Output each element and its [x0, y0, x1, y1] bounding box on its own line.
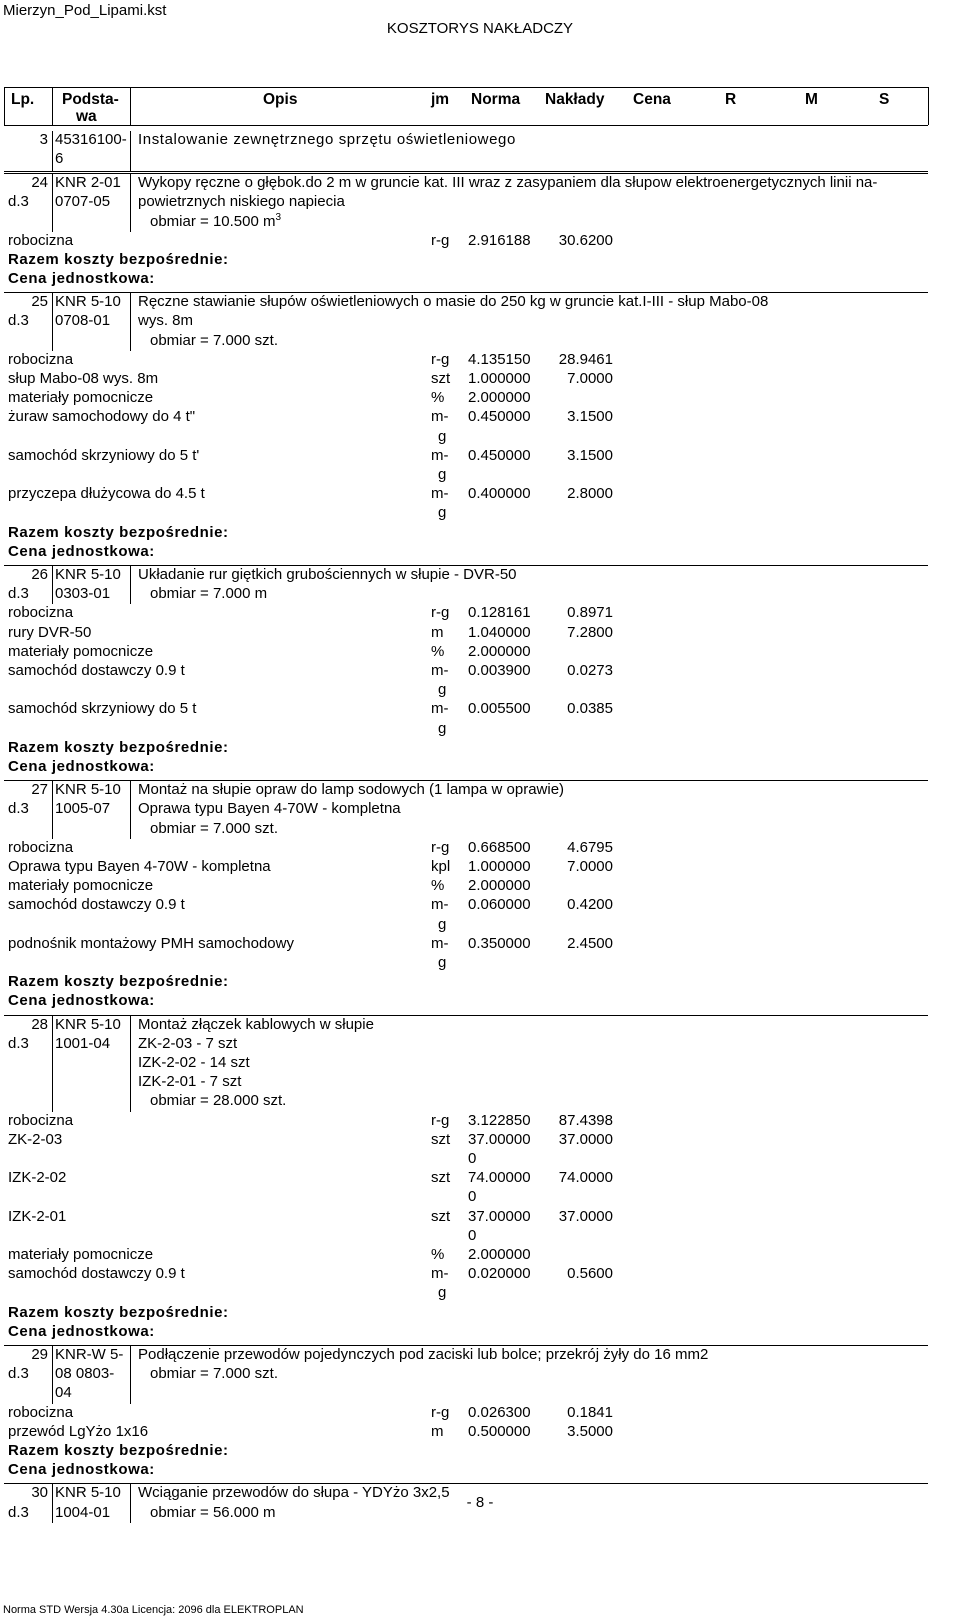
resource-norm: 3.122850: [468, 1111, 531, 1129]
resource-unit: %: [431, 642, 445, 660]
position-number: 26: [31, 566, 48, 583]
resource-norm: 2.000000: [468, 1246, 531, 1263]
resource-norm: 2.000000: [468, 389, 531, 407]
resource-norm: 2.916188: [468, 231, 531, 249]
unit-price-label: Cena jednostkowa:: [8, 758, 155, 775]
position-basis: 08 0803-: [55, 1365, 115, 1383]
position-obmiar: obmiar = 10.500 $m^3$: [150, 212, 282, 231]
resource-amount: 3.1500: [567, 408, 613, 426]
position-obmiar: obmiar = 7.000 szt.: [150, 331, 278, 349]
position-obmiar: obmiar = 56.000 m: [150, 1503, 276, 1521]
position-border: [130, 293, 131, 351]
resource-amount: 3.5000: [567, 1422, 613, 1440]
resource-name: rury DVR-50: [8, 623, 92, 641]
resource-unit: r-g: [431, 231, 450, 249]
position-border: [130, 174, 131, 232]
resource-norm: 0.450000: [468, 446, 531, 464]
resource-name: materiały pomocnicze: [8, 642, 154, 660]
header-naklady: Nakłady: [545, 91, 605, 108]
resource-amount: 0.4200: [567, 896, 613, 914]
resource-amount: 37.0000: [558, 1207, 613, 1225]
resource-amount: 0.0385: [567, 700, 613, 718]
footer-license: Norma STD Wersja 4.30a Licencja: 2096 dla ELEKTROPLAN: [3, 1604, 304, 1616]
page-number: - 8 -: [466, 1494, 494, 1511]
header-lp: Lp.: [11, 91, 35, 108]
section-number: 3: [39, 131, 48, 148]
resource-name: robocizna: [8, 1403, 74, 1421]
resource-unit: %: [431, 389, 445, 407]
position-number: 30: [31, 1484, 48, 1502]
position-description: IZK-2-01 - 7 szt: [138, 1073, 242, 1091]
resource-unit: %: [431, 1246, 445, 1263]
resource-norm: 37.00000: [468, 1130, 531, 1148]
resource-norm: 37.00000: [468, 1207, 531, 1225]
resource-norm: 0.128161: [468, 604, 531, 622]
resource-unit: r-g: [431, 350, 450, 368]
resource-name: robocizna: [8, 1111, 74, 1129]
section-code: 6: [55, 150, 64, 167]
resource-norm: 2.000000: [468, 877, 531, 895]
position-border: [52, 293, 53, 351]
resource-norm: 0.020000: [468, 1265, 531, 1283]
resource-unit: m-: [431, 485, 449, 503]
resource-amount: 74.0000: [558, 1169, 613, 1187]
position-obmiar: obmiar = 7.000 szt.: [150, 1365, 278, 1383]
resource-unit: g: [438, 504, 447, 522]
resource-unit: r-g: [431, 1111, 450, 1129]
section-code: 45316100-: [55, 131, 127, 148]
position-description: Ręczne stawianie słupów oświetleniowych o masie do 250 kg w gruncie kat.I-III - słup Mabo-08: [138, 293, 769, 311]
resource-norm: 1.040000: [468, 623, 531, 641]
resource-amount: 7.0000: [567, 370, 613, 387]
position-number: 24: [31, 174, 48, 191]
header-divider: [52, 87, 53, 125]
resource-norm: 0: [468, 1188, 477, 1206]
position-number-suffix: d.3: [8, 800, 29, 818]
total-direct-costs-label: Razem koszty bezpośrednie:: [8, 523, 229, 541]
resource-name: materiały pomocnicze: [8, 389, 154, 407]
resource-norm: 0.003900: [468, 662, 531, 679]
resource-name: słup Mabo-08 wys. 8m: [8, 370, 159, 387]
header-border-left: [4, 87, 5, 125]
resource-unit: g: [438, 427, 447, 445]
resource-amount: 2.4500: [567, 934, 613, 952]
resource-unit: szt: [431, 1207, 451, 1225]
position-obmiar: obmiar = 7.000 szt.: [150, 819, 278, 837]
position-number-suffix: d.3: [8, 585, 29, 603]
position-basis: KNR 5-10: [55, 1015, 121, 1033]
position-border: [52, 174, 53, 232]
resource-unit: r-g: [431, 604, 450, 622]
resource-name: przyczepa dłużycowa do 4.5 t: [8, 485, 205, 503]
resource-name: materiały pomocnicze: [8, 1246, 154, 1263]
position-number: 29: [31, 1346, 48, 1363]
position-number-suffix: d.3: [8, 1365, 29, 1383]
resource-amount: 30.6200: [558, 231, 613, 249]
position-rule: [4, 1345, 928, 1346]
position-basis: KNR-W 5-: [55, 1346, 124, 1363]
header-jm: jm: [431, 91, 450, 108]
position-border: [52, 1016, 53, 1112]
position-basis: KNR 5-10: [55, 1484, 121, 1502]
position-basis: KNR 2-01: [55, 174, 121, 191]
section-border: [52, 131, 53, 172]
position-description: Podłączenie przewodów pojedynczych pod zaciski lub bolce; przekrój żyły do 16 mm2: [138, 1346, 709, 1363]
resource-norm: 0.060000: [468, 896, 531, 914]
resource-norm: 1.000000: [468, 370, 531, 387]
resource-amount: 0.5600: [567, 1265, 613, 1283]
position-basis: 1005-07: [55, 800, 111, 818]
position-basis: KNR 5-10: [55, 781, 121, 799]
position-border: [130, 566, 131, 604]
position-border: [130, 781, 131, 839]
resource-amount: 0.8971: [567, 604, 613, 622]
document-title: KOSZTORYS NAKŁADCZY: [386, 20, 574, 37]
resource-amount: 7.0000: [567, 858, 613, 875]
resource-unit: %: [431, 877, 445, 895]
resource-unit: m-: [431, 1265, 449, 1283]
position-basis: 1004-01: [55, 1503, 111, 1521]
unit-price-label: Cena jednostkowa:: [8, 270, 155, 287]
resource-amount: 28.9461: [558, 350, 613, 368]
position-basis: 0303-01: [55, 585, 111, 603]
resource-unit: m-: [431, 700, 449, 718]
header-border-right: [928, 87, 929, 125]
resource-amount: 4.6795: [567, 838, 613, 856]
position-border: [52, 1346, 53, 1404]
section-title: Instalowanie zewnętrznego sprzętu oświetleniowego: [138, 131, 516, 148]
resource-norm: 4.135150: [468, 350, 531, 368]
resource-name: robocizna: [8, 350, 74, 368]
resource-unit: m-: [431, 662, 449, 679]
position-description: Oprawa typu Bayen 4-70W - kompletna: [138, 800, 401, 818]
position-description: powietrznych niskiego napiecia: [138, 193, 345, 211]
resource-amount: 37.0000: [558, 1130, 613, 1148]
position-basis: 04: [55, 1384, 72, 1402]
resource-unit: m-: [431, 934, 449, 952]
resource-norm: 0.400000: [468, 485, 531, 503]
resource-norm: 0.026300: [468, 1403, 531, 1421]
resource-unit: m-: [431, 446, 449, 464]
resource-name: materiały pomocnicze: [8, 877, 154, 895]
position-rule: [4, 173, 928, 174]
resource-name: przewód LgYżo 1x16: [8, 1422, 149, 1440]
resource-name: samochód skrzyniowy do 5 t': [8, 446, 200, 464]
total-direct-costs-label: Razem koszty bezpośrednie:: [8, 738, 229, 756]
resource-unit: szt: [431, 1169, 451, 1187]
position-description: Układanie rur giętkich grubościennych w słupie - DVR-50: [138, 566, 517, 583]
resource-name: żuraw samochodowy do 4 t": [8, 408, 196, 426]
resource-unit: r-g: [431, 1403, 450, 1421]
position-obmiar: obmiar = 7.000 m: [150, 585, 268, 603]
position-border: [52, 781, 53, 839]
resource-norm: 0.350000: [468, 934, 531, 952]
position-description: Wciąganie przewodów do słupa - YDYżo 3x2,5: [138, 1484, 450, 1502]
resource-norm: 1.000000: [468, 858, 531, 875]
header-norma: Norma: [471, 91, 521, 108]
position-rule: [4, 565, 928, 566]
resource-name: samochód dostawczy 0.9 t: [8, 896, 185, 914]
header-opis: Opis: [263, 91, 298, 108]
position-rule: [4, 1015, 928, 1016]
header-r: R: [725, 91, 737, 108]
position-number: 27: [31, 781, 48, 799]
unit-price-label: Cena jednostkowa:: [8, 1461, 155, 1479]
resource-unit: kpl: [431, 858, 451, 875]
resource-name: robocizna: [8, 231, 74, 249]
position-number-suffix: d.3: [8, 312, 29, 330]
section-border: [130, 131, 131, 172]
resource-name: samochód dostawczy 0.9 t: [8, 1265, 185, 1283]
resource-name: podnośnik montażowy PMH samochodowy: [8, 934, 294, 952]
resource-unit: g: [438, 681, 447, 699]
resource-norm: 0.450000: [468, 408, 531, 426]
resource-amount: 3.1500: [567, 446, 613, 464]
position-number-suffix: d.3: [8, 1503, 29, 1521]
position-description: Montaż na słupie opraw do lamp sodowych (1 lampa w oprawie): [138, 781, 565, 799]
resource-amount: 7.2800: [567, 623, 613, 641]
resource-name: ZK-2-03: [8, 1130, 63, 1148]
position-description: ZK-2-03 - 7 szt: [138, 1034, 238, 1052]
header-s: S: [879, 91, 890, 108]
resource-norm: 0.500000: [468, 1422, 531, 1440]
resource-unit: m-: [431, 896, 449, 914]
header-cena: Cena: [633, 91, 671, 108]
resource-norm: 2.000000: [468, 642, 531, 660]
position-basis: 1001-04: [55, 1034, 111, 1052]
position-description: IZK-2-02 - 14 szt: [138, 1054, 250, 1071]
resource-name: IZK-2-01: [8, 1207, 67, 1225]
resource-unit: szt: [431, 1130, 451, 1148]
position-border: [52, 566, 53, 604]
resource-unit: g: [438, 1284, 447, 1302]
position-description: Montaż złączek kablowych w słupie: [138, 1015, 374, 1033]
position-number: 28: [31, 1015, 48, 1033]
resource-name: robocizna: [8, 604, 74, 622]
resource-norm: 0.005500: [468, 700, 531, 718]
header-podstawa-2: wa: [76, 108, 97, 125]
resource-amount: 87.4398: [558, 1111, 613, 1129]
resource-name: IZK-2-02: [8, 1169, 67, 1187]
position-description: Wykopy ręczne o głębok.do 2 m w gruncie kat. III wraz z zasypaniem dla słupow elektroenergetycznych linii na-: [138, 174, 878, 191]
position-number-suffix: d.3: [8, 193, 29, 211]
resource-unit: szt: [431, 370, 451, 387]
resource-norm: 74.00000: [468, 1169, 531, 1187]
resource-name: robocizna: [8, 838, 74, 856]
resource-unit: g: [438, 915, 447, 933]
resource-name: Oprawa typu Bayen 4-70W - kompletna: [8, 858, 271, 875]
total-direct-costs-label: Razem koszty bezpośrednie:: [8, 250, 229, 268]
position-basis: KNR 5-10: [55, 566, 121, 583]
total-direct-costs-label: Razem koszty bezpośrednie:: [8, 1442, 229, 1459]
resource-norm: 0: [468, 1226, 477, 1244]
section-rule: [4, 171, 928, 172]
unit-price-label: Cena jednostkowa:: [8, 992, 155, 1010]
position-description: wys. 8m: [138, 312, 194, 330]
unit-price-label: Cena jednostkowa:: [8, 542, 155, 560]
total-direct-costs-label: Razem koszty bezpośrednie:: [8, 973, 229, 991]
resource-name: samochód skrzyniowy do 5 t: [8, 700, 197, 718]
resource-unit: g: [438, 719, 447, 737]
resource-unit: g: [438, 954, 447, 971]
table-header: [4, 87, 928, 126]
resource-norm: 0.668500: [468, 838, 531, 856]
resource-unit: g: [438, 466, 447, 483]
resource-unit: m-: [431, 408, 449, 426]
resource-unit: r-g: [431, 838, 450, 856]
position-rule: [4, 292, 928, 293]
resource-norm: 0: [468, 1150, 477, 1167]
position-basis: 0708-01: [55, 312, 111, 330]
position-border: [130, 1346, 131, 1404]
unit-price-label: Cena jednostkowa:: [8, 1322, 155, 1340]
position-number: 25: [31, 293, 48, 311]
filename: Mierzyn_Pod_Lipami.kst: [3, 2, 167, 19]
resource-amount: 2.8000: [567, 485, 613, 503]
resource-unit: m: [431, 623, 444, 641]
resource-unit: m: [431, 1422, 444, 1440]
position-rule: [4, 1483, 928, 1484]
position-basis: KNR 5-10: [55, 293, 121, 311]
position-obmiar: obmiar = 28.000 szt.: [150, 1092, 287, 1110]
resource-amount: 0.0273: [567, 662, 613, 679]
position-border: [130, 1016, 131, 1112]
position-rule: [4, 780, 928, 781]
total-direct-costs-label: Razem koszty bezpośrednie:: [8, 1303, 229, 1321]
header-m: M: [805, 91, 818, 108]
header-divider: [130, 87, 131, 125]
position-basis: 0707-05: [55, 193, 111, 211]
resource-amount: 0.1841: [567, 1403, 613, 1421]
resource-name: samochód dostawczy 0.9 t: [8, 662, 185, 679]
header-podstawa-1: Podsta-: [62, 91, 119, 108]
position-number-suffix: d.3: [8, 1034, 29, 1052]
